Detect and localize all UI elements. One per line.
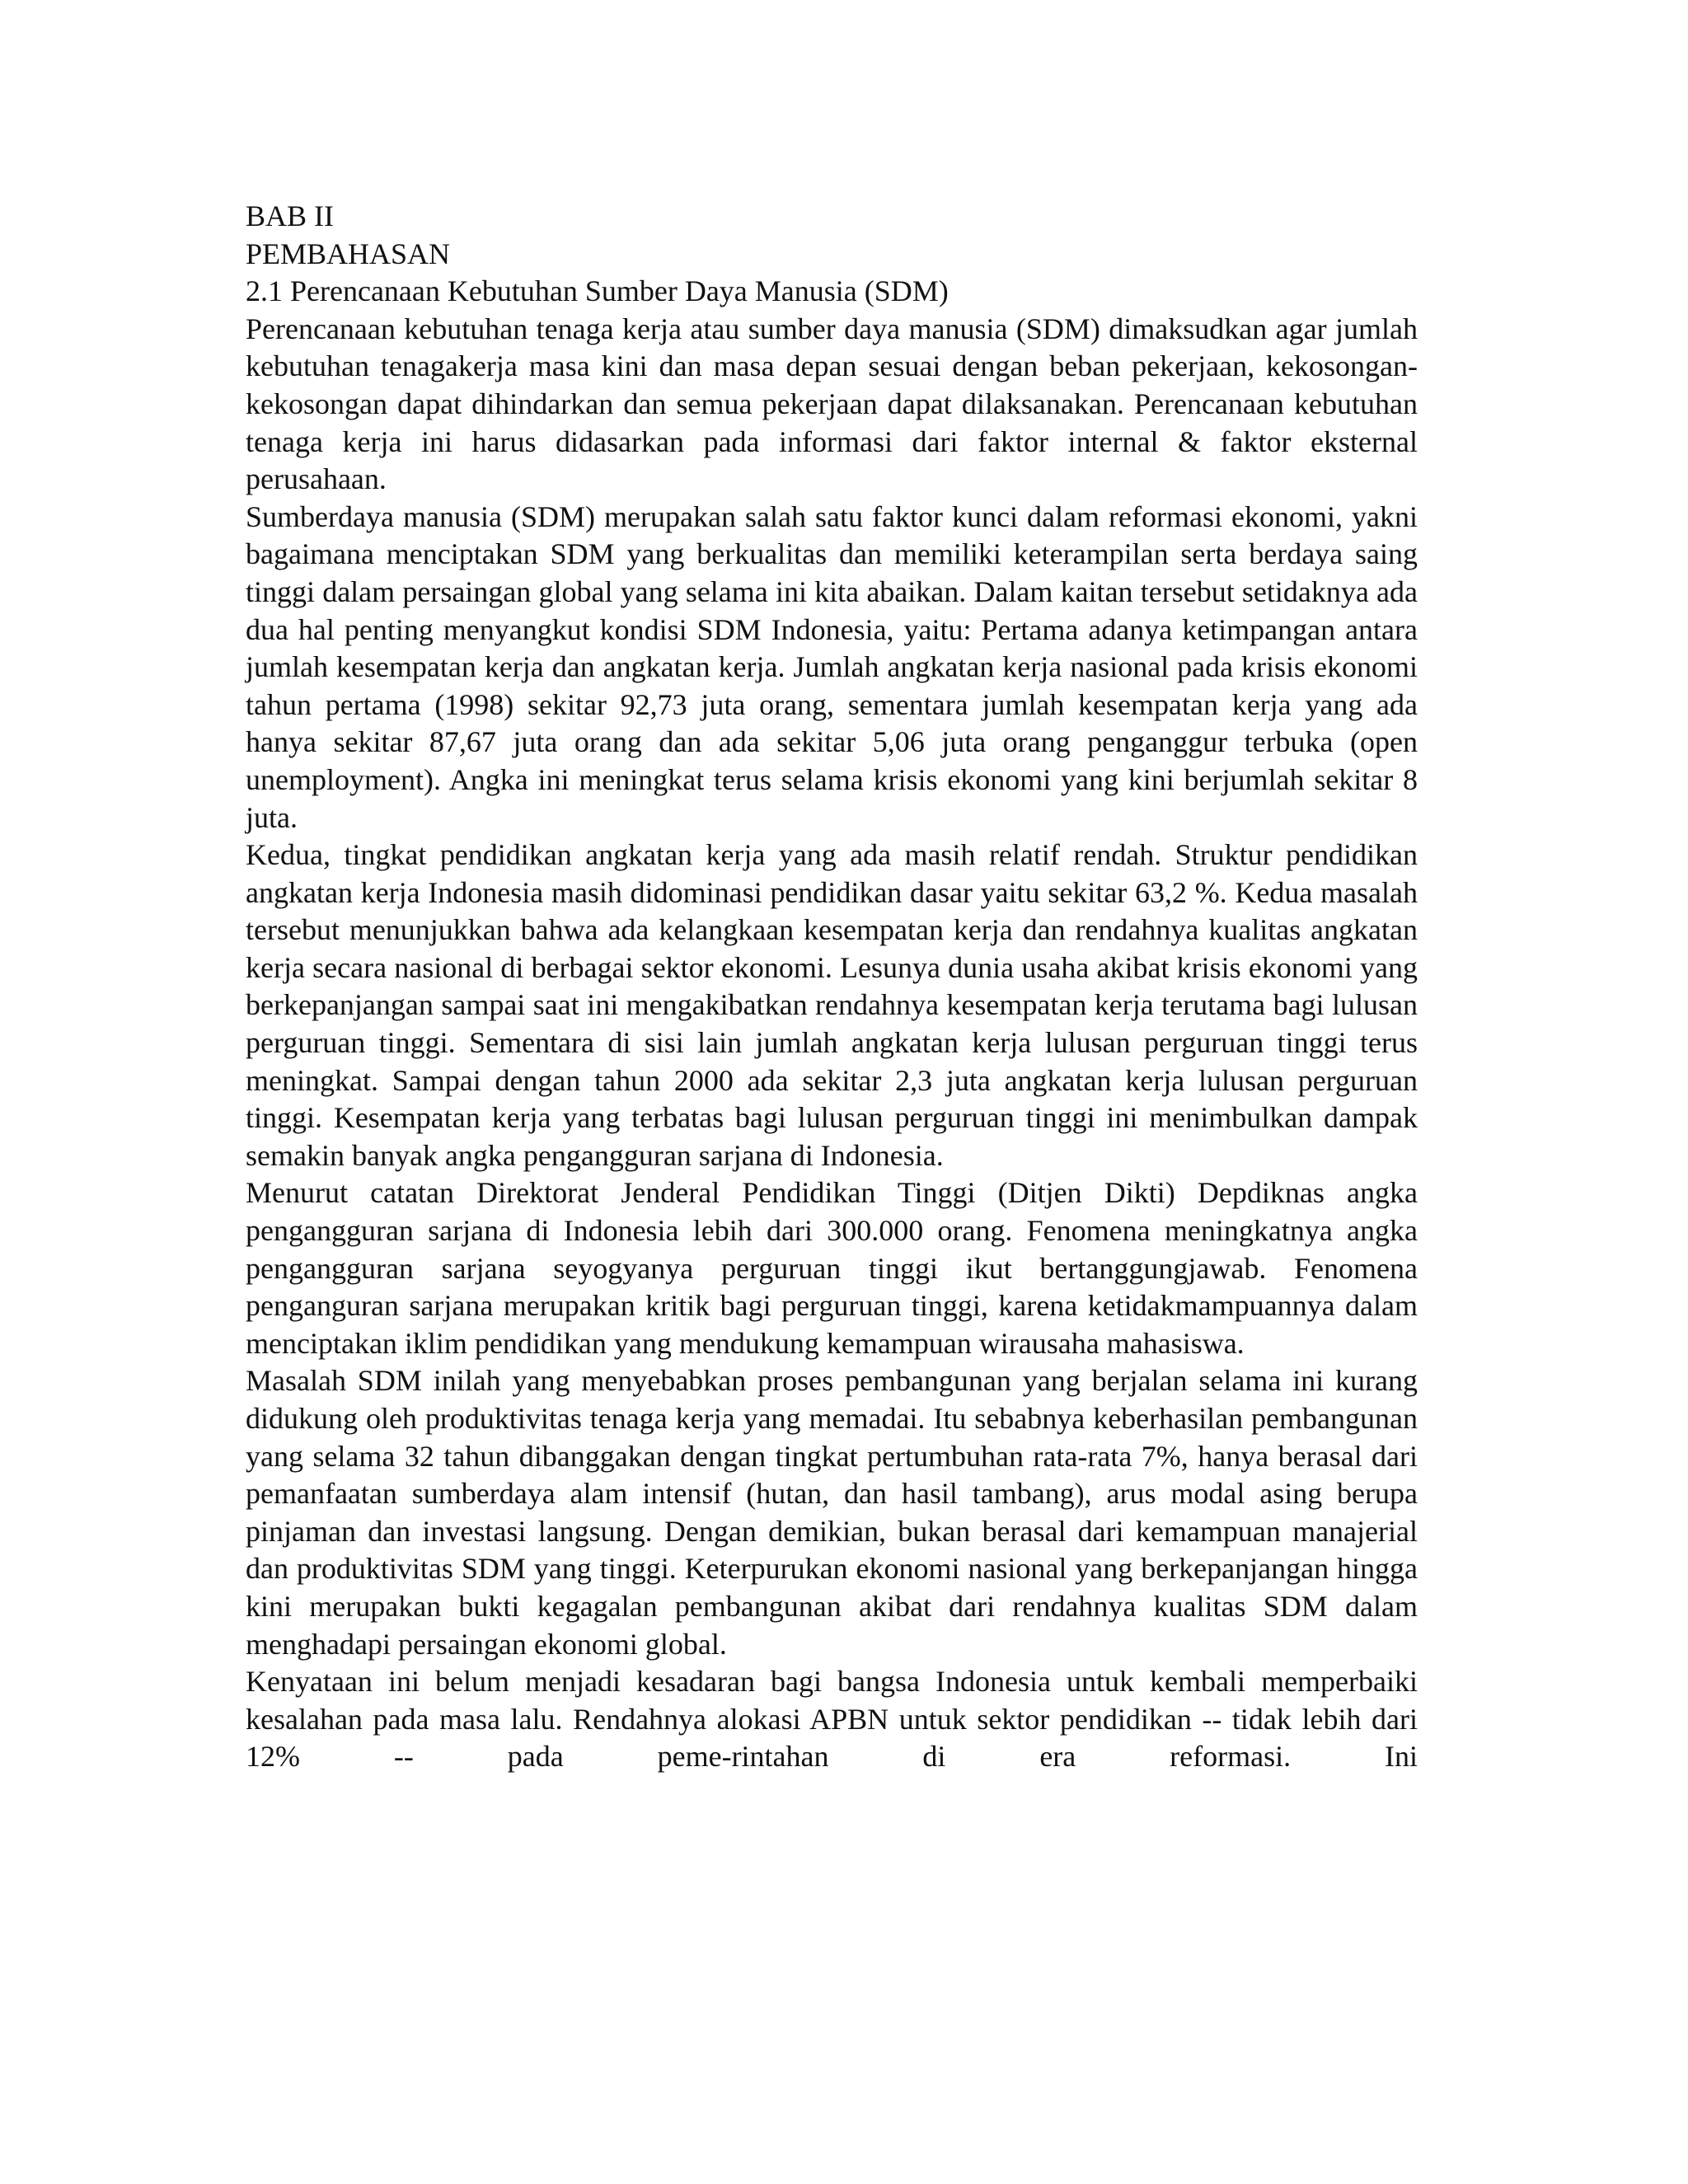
paragraph-1: Perencanaan kebutuhan tenaga kerja atau sumber daya manusia (SDM) dimaksudkan agar jumlah kebutuhan tenagakerja masa kini dan masa depan sesuai dengan beban pekerjaan, kekosongan-kekosongan dapat dihindarkan dan semua pekerjaan dapat dilaksanakan. Perencanaan kebutuhan tenaga kerja ini harus didasarkan pada informasi dari faktor internal & faktor eksternal perusahaan. [246, 312, 1418, 496]
section-title: 2.1 Perencanaan Kebutuhan Sumber Daya Manusia (SDM) [246, 274, 949, 308]
chapter-label: BAB II [246, 199, 334, 232]
paragraph-2: Sumberdaya manusia (SDM) merupakan salah satu faktor kunci dalam reformasi ekonomi, yakni bagaimana menciptakan SDM yang berkualitas dan memiliki keterampilan serta berdaya saing tinggi dalam persaingan global yang selama ini kita abaikan. Dalam kaitan tersebut setidaknya ada dua hal penting menyangkut kondisi SDM Indonesia, yaitu: Pertama adanya ketimpangan antara jumlah kesempatan kerja dan angkatan kerja. Jumlah angkatan kerja nasional pada krisis ekonomi tahun pertama (1998) sekitar 92,73 juta orang, sementara jumlah kesempatan kerja yang ada hanya sekitar 87,67 juta orang dan ada sekitar 5,06 juta orang penganggur terbuka (open unemployment). Angka ini meningkat terus selama krisis ekonomi yang kini berjumlah sekitar 8 juta. [246, 499, 1418, 834]
document-page [246, 198, 1418, 1776]
chapter-title: PEMBAHASAN [246, 237, 451, 270]
paragraph-6: Kenyataan ini belum menjadi kesadaran bagi bangsa Indonesia untuk kembali memperbaiki kesalahan pada masa lalu. Rendahnya alokasi APBN untuk sektor pendidikan -- tidak lebih dari 12% -- pada peme-rintahan di era reformasi. Ini [246, 1665, 1418, 1774]
paragraph-5: Masalah SDM inilah yang menyebabkan proses pembangunan yang berjalan selama ini kurang didukung oleh produktivitas tenaga kerja yang memadai. Itu sebabnya keberhasilan pembangunan yang selama 32 tahun dibanggakan dengan tingkat pertumbuhan rata-rata 7%, hanya berasal dari pemanfaatan sumberdaya alam intensif (hutan, dan hasil tambang), arus modal asing berupa pinjaman dan investasi langsung. Dengan demikian, bukan berasal dari kemampuan manajerial dan produktivitas SDM yang tinggi. Keterpurukan ekonomi nasional yang berkepanjangan hingga kini merupakan bukti kegagalan pembangunan akibat dari rendahnya kualitas SDM dalam menghadapi persaingan ekonomi global. [246, 1364, 1418, 1661]
paragraph-3: Kedua, tingkat pendidikan angkatan kerja yang ada masih relatif rendah. Struktur pendidikan angkatan kerja Indonesia masih didominasi pendidikan dasar yaitu sekitar 63,2 %. Kedua masalah tersebut menunjukkan bahwa ada kelangkaan kesempatan kerja dan rendahnya kualitas angkatan kerja secara nasional di berbagai sektor ekonomi. Lesunya dunia usaha akibat krisis ekonomi yang berkepanjangan sampai saat ini mengakibatkan rendahnya kesempatan kerja terutama bagi lulusan perguruan tinggi. Sementara di sisi lain jumlah angkatan kerja lulusan perguruan tinggi terus meningkat. Sampai dengan tahun 2000 ada sekitar 2,3 juta angkatan kerja lulusan perguruan tinggi. Kesempatan kerja yang terbatas bagi lulusan perguruan tinggi ini menimbulkan dampak semakin banyak angka pengangguran sarjana di Indonesia. [246, 838, 1418, 1172]
paragraph-4: Menurut catatan Direktorat Jenderal Pendidikan Tinggi (Ditjen Dikti) Depdiknas angka pengangguran sarjana di Indonesia lebih dari 300.000 orang. Fenomena meningkatnya angka pengangguran sarjana seyogyanya perguruan tinggi ikut bertanggungjawab. Fenomena penganguran sarjana merupakan kritik bagi perguruan tinggi, karena ketidakmampuannya dalam menciptakan iklim pendidikan yang mendukung kemampuan wirausaha mahasiswa. [246, 1176, 1418, 1360]
